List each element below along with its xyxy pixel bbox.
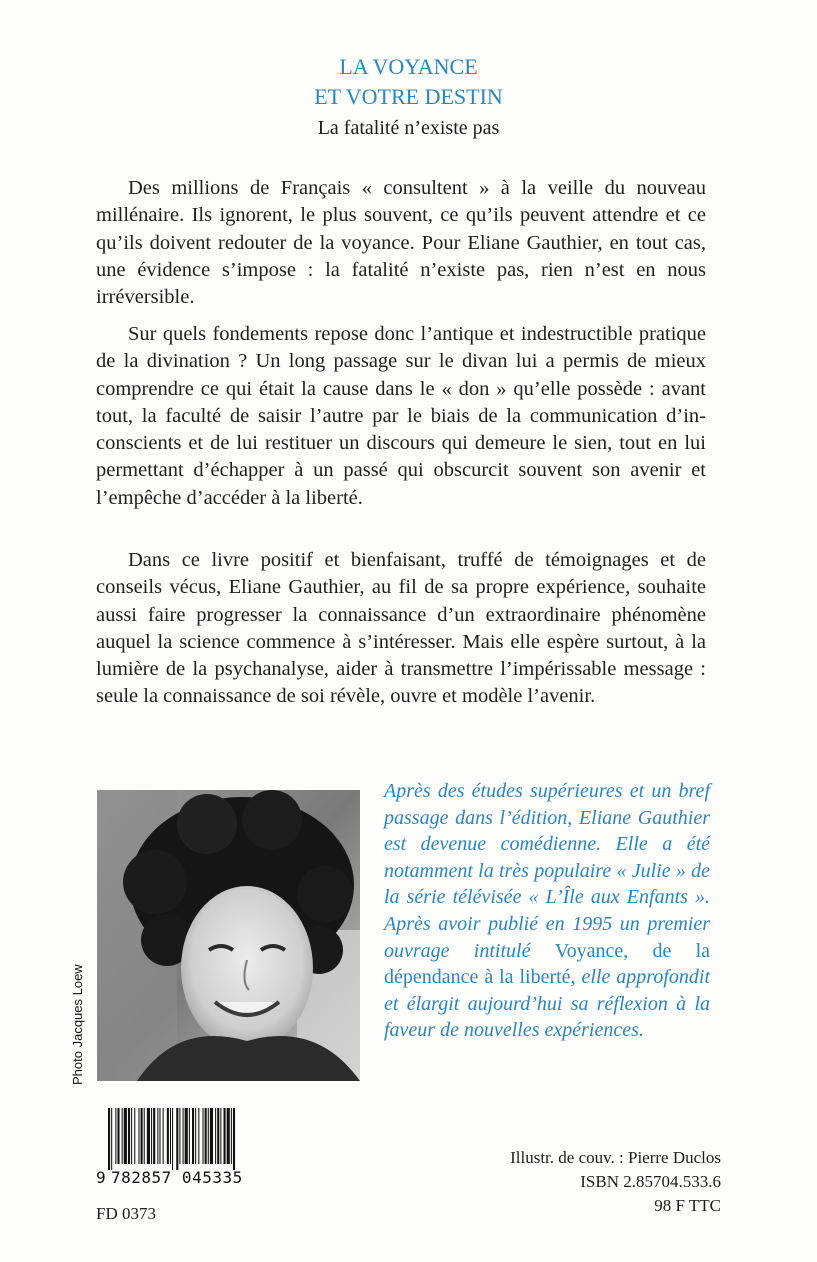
barcode-bar [153, 1108, 155, 1164]
paragraph-3 [96, 547, 706, 711]
illustration-credit: Illustr. de couv. : Pierre Duclos [510, 1148, 721, 1167]
paragraph-3-text: Dans ce livre positif et bienfaisant, truffé de témoignages et de conseils vécus, Eliane Gauthier, au fil de sa propre expérience, souhaite aussi faire progresser la connaissance d’un extraordinaire phénomène auquel la science commence à s’intéresser. Mais elle espère surtout, à la lumière de la psychanalyse, aider à transmettre l’impérissable message : seule la connaissance de soi révèle, ouvre et modèle l’avenir. [96, 549, 706, 708]
barcode-bar [111, 1108, 112, 1170]
barcode-bar [210, 1108, 213, 1164]
barcode-bar [205, 1108, 207, 1164]
barcode-bar [131, 1108, 132, 1164]
barcode-bar [176, 1108, 178, 1170]
barcode-bar [185, 1108, 188, 1164]
barcode-bar [157, 1108, 158, 1164]
barcode-bar [170, 1108, 171, 1164]
bio-book-title: Voyance, de la dépendance à la liberté, [384, 939, 711, 989]
barcode-bar [108, 1108, 110, 1170]
barcode-first-digit: 9 [96, 1168, 107, 1187]
barcode-bar [203, 1108, 204, 1164]
barcode-bar [115, 1108, 116, 1164]
title-line-1: LA VOYANCE [339, 54, 478, 79]
barcode-bar [195, 1108, 196, 1164]
barcode-bar [233, 1108, 235, 1170]
barcode-bar [172, 1108, 173, 1170]
barcode-bar [117, 1108, 119, 1164]
title-line-2: ET VOTRE DESTIN [314, 84, 503, 109]
isbn-number: ISBN 2.85704.533.6 [580, 1172, 721, 1191]
barcode-bar [144, 1108, 145, 1164]
barcode-bar [128, 1108, 130, 1164]
barcode-bar [217, 1108, 219, 1164]
subtitle: La fatalité n’existe pas [317, 117, 500, 139]
paragraph-1 [96, 175, 706, 311]
barcode-bar [124, 1108, 127, 1164]
product-code: FD 0373 [96, 1204, 156, 1223]
barcode-bar [192, 1108, 194, 1164]
barcode-bar [189, 1108, 190, 1164]
author-bio [384, 778, 710, 1044]
barcode-bar [215, 1108, 216, 1164]
paragraph-1-text: Des millions de Français « consultent » à la veille du nouveau millénaire. Ils ignorent, le plus souvent, ce qu’ils peuvent attendre et ce qu’ils doivent redouter de la voyance. Pour Eliane Gauthier, en tout cas, une évidence s’impose : la fatalité n’existe pas, rien n’est en nous irréversible. [96, 177, 706, 309]
bio-text-1: Après des études supérieures et un bref passage dans l’édition, Eliane Gauthier est devenue comédienne. Elle a été notamment la très populaire « Julie » de la série télévisée « L’Île aux Enfants ». Après avoir publié en 1995 un premier ouvrage intitulé [384, 780, 710, 962]
barcode-bar [227, 1108, 230, 1164]
barcode-bar [138, 1108, 139, 1164]
photo-credit: Photo Jacques Loew [70, 964, 85, 1085]
barcode-bar [167, 1108, 169, 1164]
barcode-bar [163, 1108, 164, 1164]
barcode-bar [231, 1108, 232, 1164]
barcode-bar [224, 1108, 226, 1164]
barcode-bar [208, 1108, 209, 1164]
author-photo [97, 790, 360, 1081]
author-portrait-image [97, 790, 360, 1081]
barcode-bar [159, 1108, 160, 1164]
bio-text-2: elle approfondit et élargit aujourd’hui sa réflexion à la faveur de nouvelles expériences. [384, 966, 711, 1042]
barcode-bar [183, 1108, 184, 1164]
barcode-bar [147, 1108, 150, 1164]
barcode-bar [179, 1108, 180, 1164]
barcode-bar [220, 1108, 221, 1164]
barcode-bar [198, 1108, 199, 1164]
isbn-barcode [108, 1108, 281, 1170]
paragraph-2 [96, 321, 706, 512]
barcode-bar [134, 1108, 135, 1164]
barcode-digits: 782857 045335 [111, 1168, 243, 1187]
barcode-bar [122, 1108, 123, 1164]
barcode-bar [151, 1108, 152, 1164]
price: 98 F TTC [654, 1196, 721, 1215]
paragraph-2-text: Sur quels fondements repose donc l’antique et indestructible pratique de la divination ? Un long passage sur le divan lui a permis de mieux comprendre ce qui était la cause dans le « don » qu’elle possède : avant tout, la faculté de saisir l’autre par le biais de la communication d’inconscients et de lui restituer un discours qui demeure le sien, tout en lui permettant d’échapper à un passé qui obscurcit souvent son avenir et l’empêche d’accéder à la liberté. [96, 323, 706, 509]
barcode-bar [141, 1108, 143, 1164]
